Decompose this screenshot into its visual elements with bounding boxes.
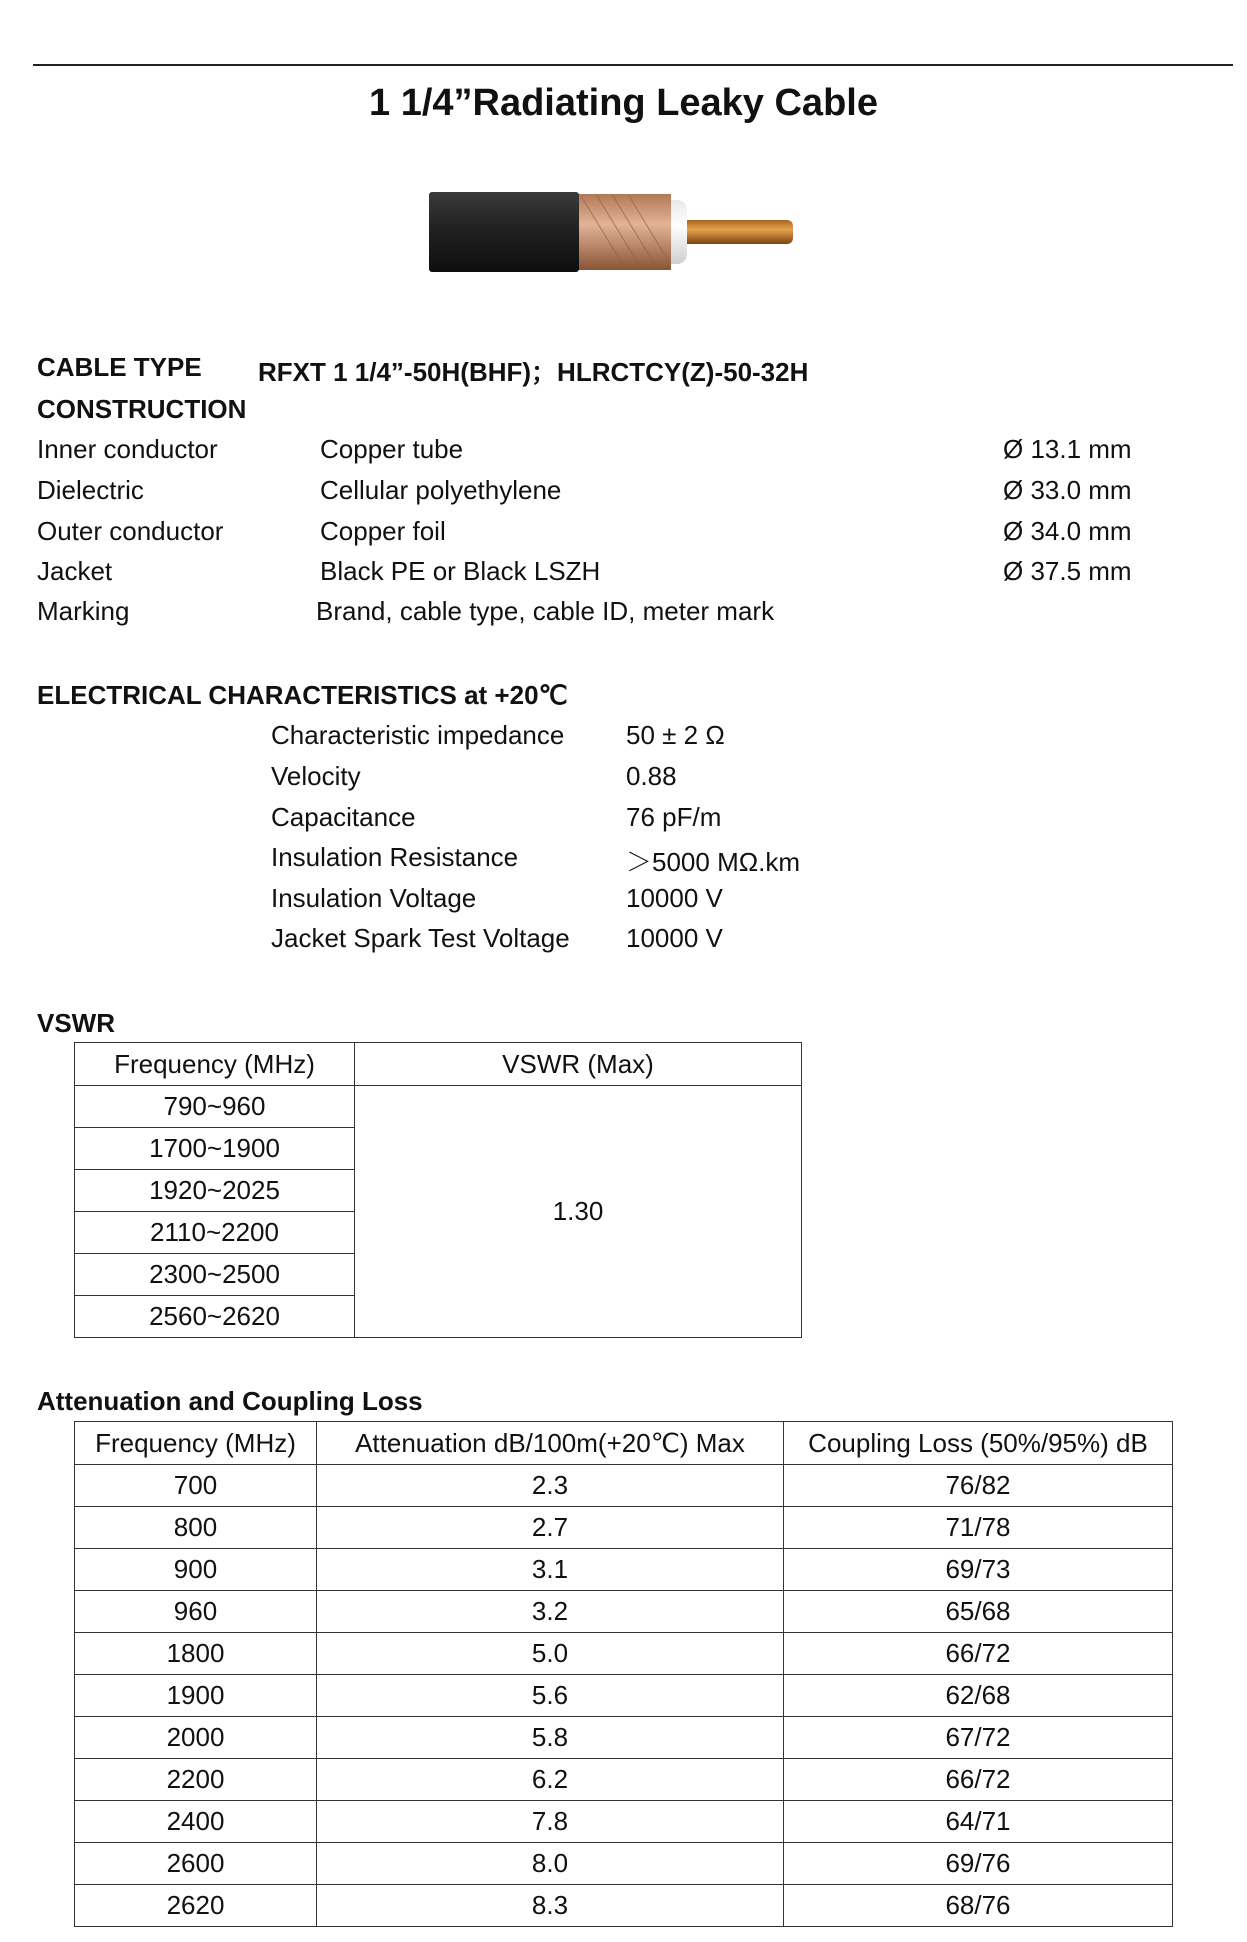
att-frequency: 2000 [75,1717,317,1759]
att-coupling-loss: 69/76 [784,1843,1173,1885]
electrical-value: 10000 V [626,883,723,913]
att-coupling-loss: 64/71 [784,1801,1173,1843]
construction-material: Black PE or Black LSZH [320,556,601,586]
attenuation-col-attenuation: Attenuation dB/100m(+20℃) Max [317,1422,784,1465]
construction-name: Dielectric [37,475,144,505]
att-coupling-loss: 71/78 [784,1507,1173,1549]
att-frequency: 700 [75,1465,317,1507]
construction-size: Ø 13.1 mm [1003,434,1132,464]
vswr-col-frequency: Frequency (MHz) [75,1043,355,1086]
att-attenuation: 3.1 [317,1549,784,1591]
att-frequency: 2600 [75,1843,317,1885]
att-attenuation: 6.2 [317,1759,784,1801]
att-frequency: 2400 [75,1801,317,1843]
att-attenuation: 5.8 [317,1717,784,1759]
att-attenuation: 5.6 [317,1675,784,1717]
electrical-value: 10000 V [626,923,723,953]
electrical-name: Insulation Resistance [271,842,519,872]
electrical-value: 0.88 [626,761,677,791]
vswr-col-max: VSWR (Max) [355,1043,802,1086]
construction-size: Ø 33.0 mm [1003,475,1132,505]
att-attenuation: 5.0 [317,1633,784,1675]
electrical-value: 76 pF/m [626,802,722,832]
cable-type-value: RFXT 1 1/4”-50H(BHF)；HLRCTCY(Z)-50-32H [258,357,809,387]
att-frequency: 1800 [75,1633,317,1675]
construction-name: Marking [37,596,130,626]
attenuation-col-coupling: Coupling Loss (50%/95%) dB [784,1422,1173,1465]
construction-size: Ø 37.5 mm [1003,556,1132,586]
electrical-value: ＞5000 MΩ.km [626,847,801,877]
construction-heading: CONSTRUCTION [37,394,247,424]
construction-name: Inner conductor [37,434,218,464]
vswr-frequency: 2300~2500 [75,1254,355,1296]
att-coupling-loss: 69/73 [784,1549,1173,1591]
construction-material: Copper foil [320,516,446,546]
vswr-heading: VSWR [37,1008,115,1038]
vswr-frequency: 2110~2200 [75,1212,355,1254]
page-title: 1 1/4”Radiating Leaky Cable [369,82,878,124]
att-frequency: 1900 [75,1675,317,1717]
attenuation-table [74,1421,1173,1927]
electrical-name: Jacket Spark Test Voltage [271,923,570,953]
cable-image [425,186,805,278]
top-rule [33,64,1233,66]
construction-material: Cellular polyethylene [320,475,562,505]
att-coupling-loss: 67/72 [784,1717,1173,1759]
construction-name: Jacket [37,556,113,586]
vswr-frequency: 1920~2025 [75,1170,355,1212]
att-coupling-loss: 65/68 [784,1591,1173,1633]
electrical-value: 50 ± 2 Ω [626,720,725,750]
att-coupling-loss: 68/76 [784,1885,1173,1927]
construction-material: Brand, cable type, cable ID, meter mark [316,596,775,626]
att-attenuation: 3.2 [317,1591,784,1633]
att-frequency: 800 [75,1507,317,1549]
electrical-heading: ELECTRICAL CHARACTERISTICS at +20℃ [37,680,568,710]
vswr-frequency: 1700~1900 [75,1128,355,1170]
attenuation-col-frequency: Frequency (MHz) [75,1422,317,1465]
jacket [429,192,579,272]
att-frequency: 2620 [75,1885,317,1927]
electrical-name: Insulation Voltage [271,883,477,913]
att-coupling-loss: 62/68 [784,1675,1173,1717]
att-frequency: 960 [75,1591,317,1633]
vswr-frequency: 790~960 [75,1086,355,1128]
cable-type-label: CABLE TYPE [37,352,202,382]
electrical-name: Characteristic impedance [271,720,565,750]
att-frequency: 900 [75,1549,317,1591]
att-attenuation: 7.8 [317,1801,784,1843]
vswr-table [74,1042,802,1338]
construction-material: Copper tube [320,434,464,464]
att-attenuation: 2.3 [317,1465,784,1507]
electrical-name: Capacitance [271,802,416,832]
construction-name: Outer conductor [37,516,224,546]
att-attenuation: 8.3 [317,1885,784,1927]
electrical-name: Velocity [271,761,361,791]
att-coupling-loss: 76/82 [784,1465,1173,1507]
vswr-value: 1.30 [355,1086,802,1338]
att-coupling-loss: 66/72 [784,1759,1173,1801]
att-coupling-loss: 66/72 [784,1633,1173,1675]
att-frequency: 2200 [75,1759,317,1801]
att-attenuation: 2.7 [317,1507,784,1549]
vswr-frequency: 2560~2620 [75,1296,355,1338]
outer-conductor [575,194,671,270]
construction-size: Ø 34.0 mm [1003,516,1132,546]
attenuation-heading: Attenuation and Coupling Loss [37,1386,423,1416]
att-attenuation: 8.0 [317,1843,784,1885]
